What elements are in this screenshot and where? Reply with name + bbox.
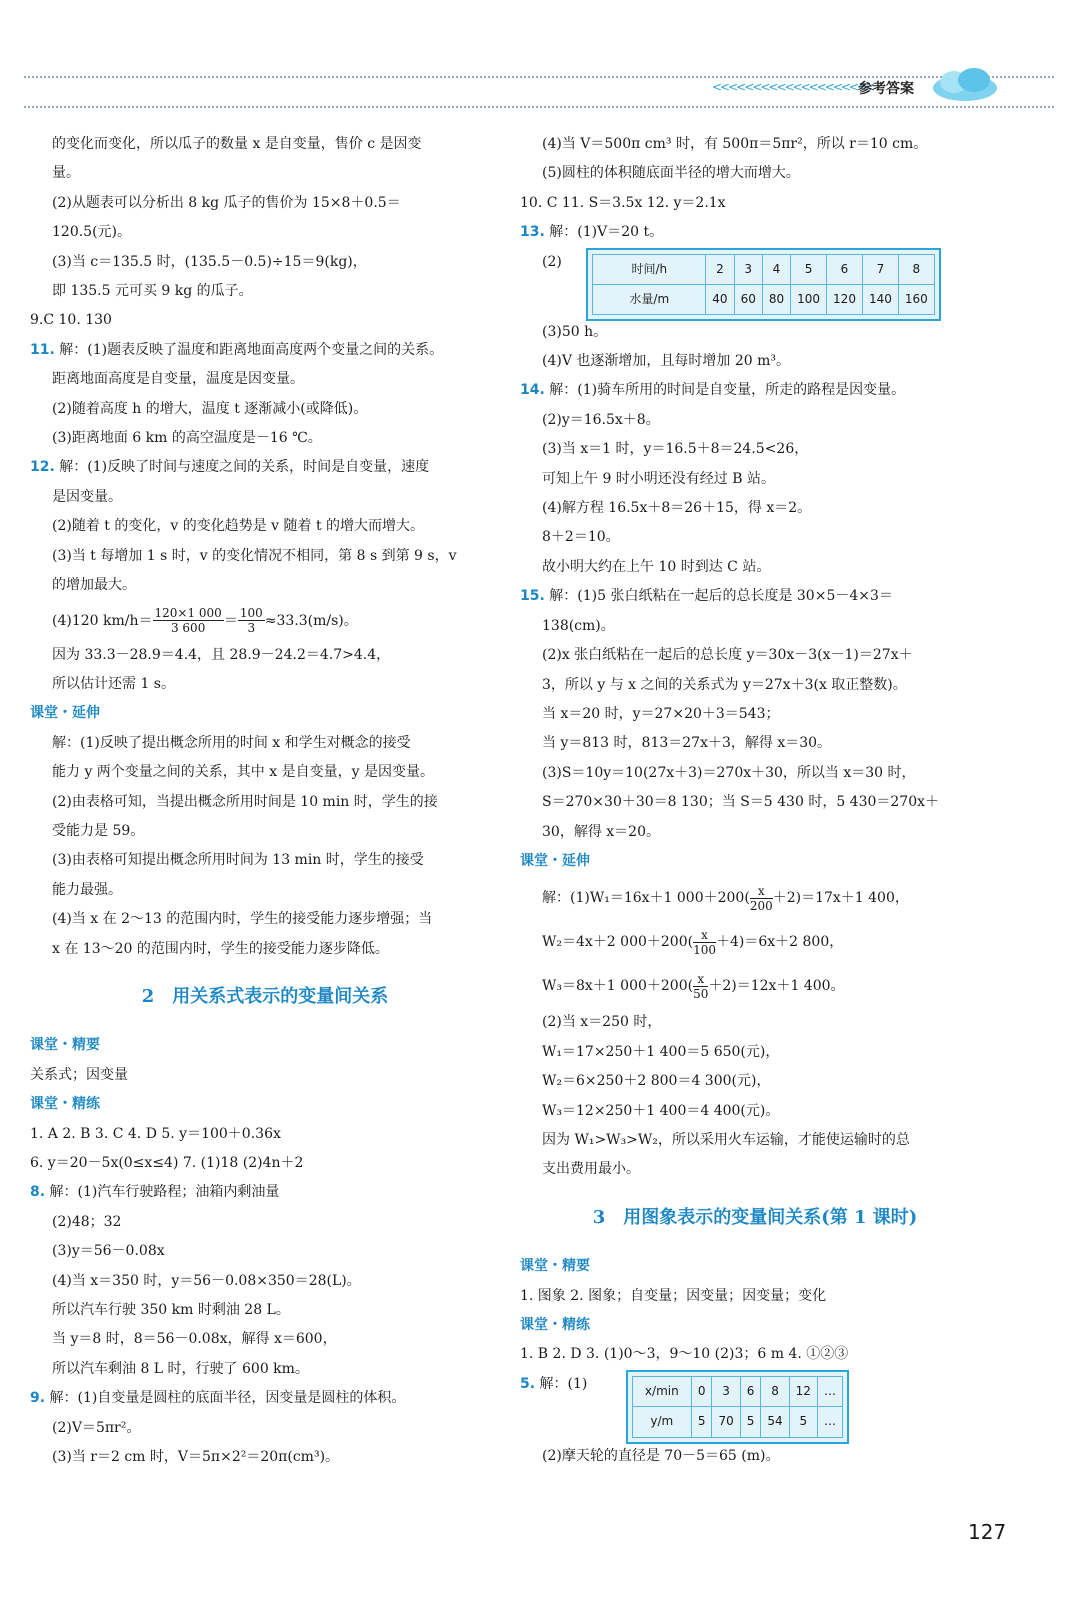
- text-line: (4)解方程 16.5x＋8＝26＋15，得 x＝2。: [542, 500, 812, 517]
- text-line: (2)随着高度 h 的增大，温度 t 逐渐减小(或降低)。: [52, 400, 368, 417]
- question-9: [30, 1384, 500, 1413]
- text-fragment: 200: [749, 898, 773, 913]
- text-fragment: 14.: [520, 382, 545, 399]
- table-cell: 120: [827, 285, 863, 315]
- question-5: [520, 1370, 990, 1442]
- formula-line: [520, 920, 990, 964]
- text-line: 1. A 2. B 3. C 4. D 5. y＝100＋0.36x: [30, 1125, 281, 1142]
- text-line: 的变化而变化，所以瓜子的数量 x 是自变量，售价 c 是因变: [52, 136, 422, 152]
- section-heading: 课堂・精练: [520, 1317, 590, 1333]
- table-cell: y/m: [632, 1407, 691, 1437]
- text-line: (3)y＝56－0.08x: [52, 1243, 165, 1260]
- text-line: 因为 33.3－28.9＝4.4，且 28.9－24.2＝4.7>4.4，: [52, 646, 391, 663]
- text-line: 当 x＝20 时，y＝27×20＋3＝543；: [542, 705, 780, 722]
- table-cell: 0: [691, 1376, 712, 1406]
- text-fragment: 120×1 000: [154, 606, 222, 620]
- text-line: (2)48；32: [52, 1213, 122, 1230]
- text-fragment: 100: [239, 606, 263, 620]
- text-line: 9.C 10. 130: [30, 312, 112, 329]
- table-cell: …: [817, 1376, 842, 1406]
- text-fragment: 解：(1)反映了时间与速度之间的关系，时间是自变量，速度: [59, 459, 430, 476]
- table-cell: 时间/h: [593, 254, 706, 284]
- table-cell: 5: [789, 1407, 817, 1437]
- text-fragment: 15.: [520, 588, 545, 605]
- text-line: 支出费用最小。: [542, 1161, 640, 1178]
- text-line: 能力最强。: [52, 881, 122, 898]
- text-fragment: 解：(1)骑车所用的时间是自变量，所走的路程是因变量。: [549, 382, 906, 399]
- text-line: (3)距离地面 6 km 的高空温度是－16 ℃。: [52, 430, 322, 447]
- text-fragment: 解：(1)自变量是圆柱的底面半径，因变量是圆柱的体积。: [49, 1390, 406, 1407]
- text-line: 故小明大约在上午 10 时到达 C 站。: [542, 558, 771, 575]
- table-cell: 12: [789, 1376, 817, 1406]
- text-line: W₃＝12×250＋1 400＝4 400(元)。: [542, 1102, 780, 1119]
- water-table: [586, 248, 940, 322]
- fraction: [238, 606, 265, 635]
- table-cell: 40: [706, 285, 734, 315]
- question-8: [30, 1178, 500, 1207]
- text-line: (4)当 x 在 2～13 的范围内时，学生的接受能力逐步增强；当: [52, 911, 433, 928]
- table-cell: 70: [712, 1407, 740, 1437]
- table-cell: x/min: [632, 1376, 691, 1406]
- text-line: (3)当 t 每增加 1 s 时，v 的变化情况不相同，第 8 s 到第 9 s，v: [52, 547, 457, 564]
- table-cell: 3: [734, 254, 762, 284]
- text-fragment: ＋2)＝17x＋1 400，: [772, 890, 909, 907]
- text-line: 30，解得 x＝20。: [542, 823, 660, 840]
- text-fragment: W₂＝4x＋2 000＋200(: [542, 934, 694, 951]
- chapter-title: 2 用关系式表示的变量间关系: [141, 985, 389, 1007]
- table-row: [593, 254, 934, 284]
- text-line: 即 135.5 元可买 9 kg 的瓜子。: [52, 283, 253, 300]
- table-cell: 80: [762, 285, 790, 315]
- text-line: (3)50 h。: [542, 323, 608, 340]
- table-row: [593, 285, 934, 315]
- text-line: x 在 13～20 的范围内时，学生的接受能力逐步降低。: [52, 940, 389, 957]
- text-fragment: x: [750, 884, 773, 899]
- section-heading: 课堂・精要: [30, 1037, 100, 1054]
- text-fragment: 3 600: [170, 621, 206, 635]
- text-fragment: x: [693, 972, 708, 987]
- table-cell: 2: [706, 254, 734, 284]
- text-fragment: 13.: [520, 224, 545, 241]
- text-line: 10. C 11. S＝3.5x 12. y＝2.1x: [520, 194, 726, 211]
- fraction: [153, 606, 224, 635]
- table-cell: 5: [740, 1407, 761, 1437]
- text-line: (3)当 x＝1 时，y＝16.5＋8＝24.5<26，: [542, 441, 809, 458]
- text-line: (3)S＝10y＝10(27x＋3)＝270x＋30，所以当 x＝30 时，: [542, 764, 916, 781]
- text-line: (2)V＝5πr²。: [52, 1419, 141, 1436]
- text-fragment: ≈33.3(m/s)。: [264, 612, 358, 629]
- question-11: [30, 336, 500, 365]
- table-cell: 6: [740, 1376, 761, 1406]
- section-heading: 课堂・精练: [30, 1096, 100, 1113]
- table-row: [632, 1376, 842, 1406]
- table-row: [632, 1407, 842, 1437]
- table-cell: 54: [761, 1407, 789, 1437]
- text-fragment: W₃＝8x＋1 000＋200(: [542, 978, 694, 995]
- text-fragment: 50: [693, 986, 709, 1001]
- text-line: (2)当 x＝250 时，: [542, 1014, 662, 1031]
- text-fragment: 解：(1)5 张白纸粘在一起后的总长度是 30×5－4×3＝: [549, 588, 893, 605]
- table-cell: 水量/m: [593, 285, 706, 315]
- formula-line: [520, 876, 990, 920]
- table-block: [520, 248, 990, 318]
- text-line: 距离地面高度是自变量，温度是因变量。: [52, 371, 304, 388]
- text-line: 可知上午 9 时小明还没有经过 B 站。: [542, 470, 775, 487]
- text-line: (4)V 也逐渐增加，且每时增加 20 m³。: [542, 353, 790, 370]
- table-cell: 8: [898, 254, 934, 284]
- text-fragment: 11.: [30, 341, 55, 358]
- text-line: 3，所以 y 与 x 之间的关系式为 y＝27x＋3(x 取正整数)。: [542, 676, 907, 693]
- question-12: [30, 453, 500, 482]
- question-13: [520, 218, 990, 247]
- table-cell: 5: [691, 1407, 712, 1437]
- formula-line: [520, 964, 990, 1008]
- text-fragment: 9.: [30, 1390, 46, 1407]
- page-number: 127: [968, 1520, 1007, 1544]
- table-cell: 60: [734, 285, 762, 315]
- text-line: 能力 y 两个变量之间的关系，其中 x 是自变量，y 是因变量。: [52, 764, 434, 781]
- table-cell: 4: [762, 254, 790, 284]
- section-heading: 课堂・延伸: [30, 705, 100, 722]
- text-line: 所以汽车行驶 350 km 时剩油 28 L。: [52, 1302, 290, 1319]
- text-line: 的增加最大。: [52, 577, 136, 594]
- text-line: (4)当 x＝350 时，y＝56－0.08×350＝28(L)。: [52, 1272, 361, 1289]
- text-line: 138(cm)。: [542, 617, 615, 634]
- question-14: [520, 376, 990, 405]
- section-heading: 课堂・延伸: [520, 852, 590, 869]
- text-line: W₁＝17×250＋1 400＝5 650(元)，: [542, 1043, 780, 1060]
- text-line: 受能力是 59。: [52, 822, 145, 839]
- fraction: [750, 884, 773, 913]
- text-line: (2)x 张白纸粘在一起后的总长度 y＝30x－3(x－1)＝27x＋: [542, 647, 913, 664]
- text-line: (2)摩天轮的直径是 70－5＝65 (m)。: [542, 1447, 780, 1464]
- text-fragment: x: [693, 928, 716, 943]
- text-line: (2)从题表可以分析出 8 kg 瓜子的售价为 15×8＋0.5＝: [52, 194, 401, 211]
- table-cell: 8: [761, 1376, 789, 1406]
- text-line: 1. 图象 2. 图象；自变量；因变量；因变量；变化: [520, 1287, 827, 1304]
- text-fragment: 8.: [30, 1184, 46, 1201]
- text-line: 是因变量。: [52, 488, 122, 505]
- text-line: 120.5(元)。: [52, 224, 132, 241]
- text-fragment: (4)120 km/h＝: [52, 612, 153, 629]
- text-fragment: ＝: [223, 612, 238, 629]
- section-heading: 课堂・精要: [520, 1258, 590, 1275]
- table-cell: 7: [862, 254, 898, 284]
- right-column: [520, 130, 990, 1471]
- header-title: 参考答案: [858, 81, 914, 97]
- table-cell: 3: [712, 1376, 740, 1406]
- fraction: [693, 928, 716, 957]
- text-fragment: 解：(1)W₁＝16x＋1 000＋200(: [542, 890, 750, 907]
- text-line: 6. y＝20－5x(0≤x≤4) 7. (1)18 (2)4n＋2: [30, 1155, 304, 1171]
- text-fragment: 100: [693, 942, 716, 957]
- text-line: S＝270×30＋30＝8 130；当 S＝5 430 时，5 430＝270x＋: [542, 794, 940, 811]
- text-fragment: 解：(1)V＝20 t。: [549, 224, 664, 241]
- text-fragment: 解：(1)题表反映了温度和距离地面高度两个变量之间的关系。: [59, 341, 444, 358]
- text-line: (2)由表格可知，当提出概念所用时间是 10 min 时，学生的接: [52, 793, 438, 810]
- text-line: 当 y＝813 时，813＝27x＋3，解得 x＝30。: [542, 735, 832, 752]
- text-fragment: 3: [247, 621, 256, 635]
- table-cell: 140: [862, 285, 898, 315]
- text-line: 8＋2＝10。: [542, 529, 620, 546]
- table-cell: 160: [898, 285, 934, 315]
- cloud-icon: [930, 66, 1000, 104]
- header-arrows: <<<<<<<<<<<<<<<<<<<<: [712, 80, 874, 94]
- text-line: 量。: [52, 165, 80, 182]
- text-line: 当 y＝8 时，8＝56－0.08x，解得 x＝600，: [52, 1331, 337, 1348]
- formula-line: [30, 601, 500, 641]
- text-fragment: ＋4)＝6x＋2 800，: [715, 934, 844, 951]
- text-fragment: (2): [542, 253, 562, 270]
- chapter-title: 3 用图象表示的变量间关系(第 1 课时): [592, 1206, 918, 1228]
- table-cell: …: [817, 1407, 842, 1437]
- text-line: 因为 W₁>W₃>W₂，所以采用火车运输，才能使运输时的总: [542, 1131, 910, 1148]
- text-fragment: 解：(1): [539, 1375, 588, 1392]
- table-cell: 5: [791, 254, 827, 284]
- text-line: (3)当 r＝2 cm 时，V＝5π×2²＝20π(cm³)。: [52, 1449, 340, 1466]
- text-fragment: 12.: [30, 459, 55, 476]
- text-line: (3)当 c＝135.5 时，(135.5－0.5)÷15＝9(kg)，: [52, 253, 367, 270]
- text-fragment: ＋2)＝12x＋1 400。: [708, 978, 845, 995]
- table-cell: 100: [791, 285, 827, 315]
- text-line: (4)当 V＝500π cm³ 时，有 500π＝5πr²，所以 r＝10 cm。: [542, 136, 928, 152]
- ferris-table: [626, 1370, 849, 1444]
- text-line: 1. B 2. D 3. (1)0～3，9～10 (2)3；6 m 4. ①②③: [520, 1346, 849, 1363]
- text-line: 解：(1)反映了提出概念所用的时间 x 和学生对概念的接受: [52, 734, 411, 751]
- text-line: 所以估计还需 1 s。: [52, 675, 175, 692]
- text-fragment: 5.: [520, 1375, 536, 1392]
- text-line: (2)y＝16.5x＋8。: [542, 411, 660, 428]
- text-line: (2)随着 t 的变化，v 的变化趋势是 v 随着 t 的增大而增大。: [52, 518, 425, 535]
- text-line: (5)圆柱的体积随底面半径的增大而增大。: [542, 165, 800, 182]
- text-line: 关系式；因变量: [30, 1066, 128, 1083]
- text-line: W₂＝6×250＋2 800＝4 300(元)，: [542, 1073, 771, 1090]
- left-column: [30, 130, 500, 1472]
- text-fragment: 解：(1)汽车行驶路程；油箱内剩油量: [49, 1184, 280, 1201]
- table-cell: 6: [827, 254, 863, 284]
- text-line: 所以汽车剩油 8 L 时，行驶了 600 km。: [52, 1360, 309, 1377]
- text-line: (3)由表格可知提出概念所用时间为 13 min 时，学生的接受: [52, 852, 424, 869]
- question-15: [520, 582, 990, 611]
- fraction: [693, 972, 708, 1001]
